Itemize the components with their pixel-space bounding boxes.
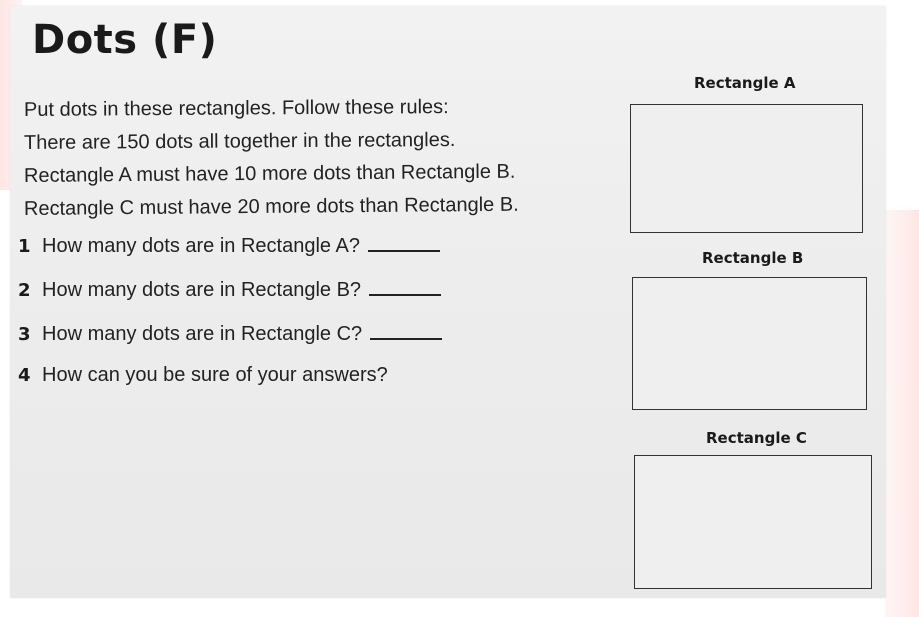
question-number: 4 <box>18 365 31 386</box>
question-number: 1 <box>18 236 31 257</box>
rule-line: Rectangle C must have 20 more dots than Rectangle B. <box>23 193 519 220</box>
question-number: 3 <box>18 324 31 345</box>
background-edge <box>885 210 919 617</box>
question-number: 2 <box>18 280 31 301</box>
rectangle-a-group <box>628 74 868 244</box>
questions-list <box>18 232 618 408</box>
worksheet-title: Dots (F) <box>32 17 218 63</box>
rectangle-c-label: Rectangle C <box>706 429 807 447</box>
question-text: How can you be sure of your answers? <box>42 364 388 386</box>
rule-line: Rectangle A must have 10 more dots than Rectangle B. <box>23 160 516 187</box>
rectangle-a-label: Rectangle A <box>694 74 796 92</box>
question-text: How many dots are in Rectangle A? <box>42 235 360 257</box>
rectangle-b-label: Rectangle B <box>702 249 804 267</box>
question-item <box>18 320 618 364</box>
question-text: How many dots are in Rectangle B? <box>42 279 362 301</box>
answer-blank[interactable] <box>369 276 441 296</box>
rectangle-a-box[interactable] <box>630 104 863 233</box>
rectangle-c-box[interactable] <box>634 455 872 589</box>
answer-blank[interactable] <box>370 320 442 340</box>
rule-line: Put dots in these rectangles. Follow these rules: <box>23 96 449 121</box>
rule-line: There are 150 dots all together in the rectangles. <box>23 128 456 154</box>
question-item <box>18 364 618 408</box>
answer-blank[interactable] <box>368 232 440 252</box>
rectangle-c-group <box>628 429 878 597</box>
rules-block <box>24 94 604 226</box>
question-text: How many dots are in Rectangle C? <box>42 323 363 345</box>
rectangle-b-box[interactable] <box>632 277 867 410</box>
question-item <box>18 232 618 276</box>
rectangle-b-group <box>628 249 872 419</box>
question-item <box>18 276 618 320</box>
worksheet-page <box>10 6 886 598</box>
